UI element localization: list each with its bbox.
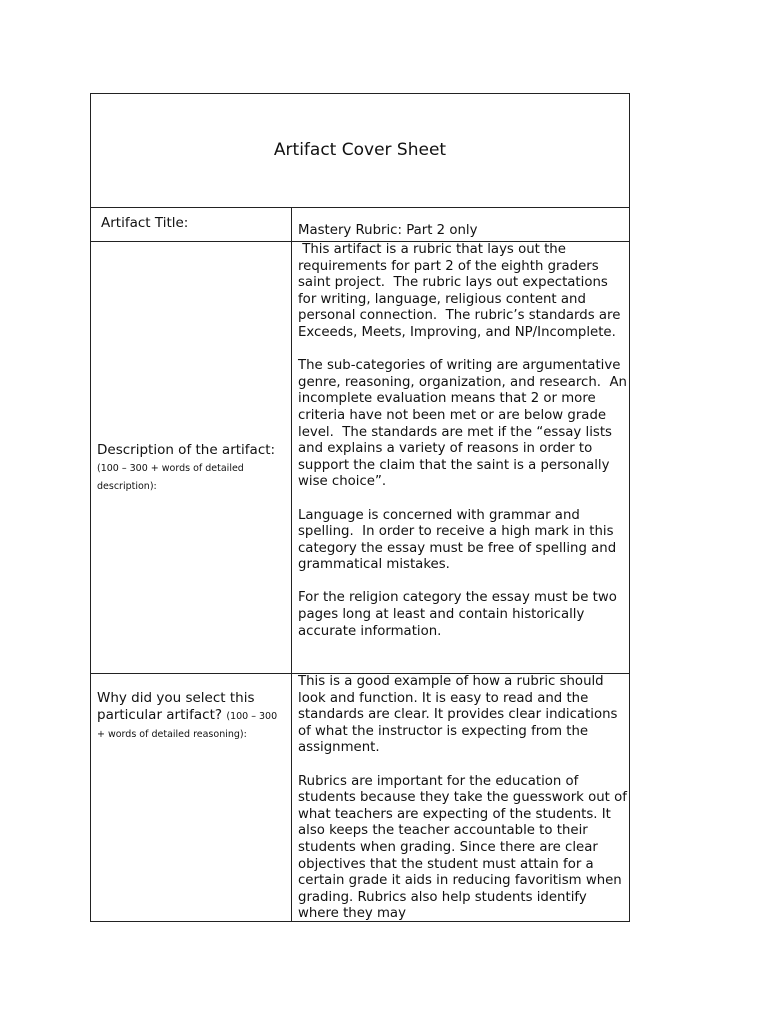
description-paragraph: The sub-categories of writing are argumentative genre, reasoning, organization, and research. An incomplete evaluation means that 2 or more criteria have not been met or are below grade level. The standards are met if the “essay lists and explains a variety of reasons in order to support the claim that the saint is a personally wise choice”. [298, 358, 632, 490]
description-label-text: Description of the artifact: [97, 442, 276, 458]
description-paragraph: For the religion category the essay must be two pages long at least and contain historically accurate information. [298, 590, 622, 639]
reason-text [298, 674, 628, 920]
reason-paragraph: This is a good example of how a rubric should look and function. It is easy to read and the standards are clear. It provides clear indications of what the instructor is expecting from the assignment. [298, 674, 618, 756]
reason-paragraph: Rubrics are important for the education of students because they take the guesswork out of what teachers are expecting of the students. It also keeps the teacher accountable to their students when grading. Since there are clear objectives that the student must attain for a certain grade it aids in reducing favoritism when grading. Rubrics also help students identify where they may [298, 773, 627, 922]
description-label-note: (100 – 300 + words of detailed description): [97, 463, 244, 492]
description-paragraph: Language is concerned with grammar and spelling. In order to receive a high mark in this category the essay must be free of spelling and grammatical mistakes. [298, 507, 621, 573]
artifact-title-value: Mastery Rubric: Part 2 only [298, 223, 478, 238]
artifact-cover-sheet-table [90, 93, 630, 922]
description-paragraph: This artifact is a rubric that lays out the requirements for part 2 of the eighth graders saint project. The rubric lays out expectations for writing, language, religious content and personal connection. The rubric’s standards are Exceeds, Meets, Improving, and NP/Incomplete. [298, 242, 625, 340]
reason-label-note: (100 – 300 + words of detailed reasoning): [97, 711, 278, 740]
reason-label-text: Why did you select this particular artifact? [97, 690, 255, 723]
column-divider [291, 207, 292, 921]
artifact-title-label: Artifact Title: [101, 215, 189, 231]
description-label [97, 442, 285, 495]
description-text [298, 242, 632, 671]
page-title: Artifact Cover Sheet [273, 140, 447, 160]
reason-label [97, 690, 285, 743]
row-divider [91, 207, 629, 208]
